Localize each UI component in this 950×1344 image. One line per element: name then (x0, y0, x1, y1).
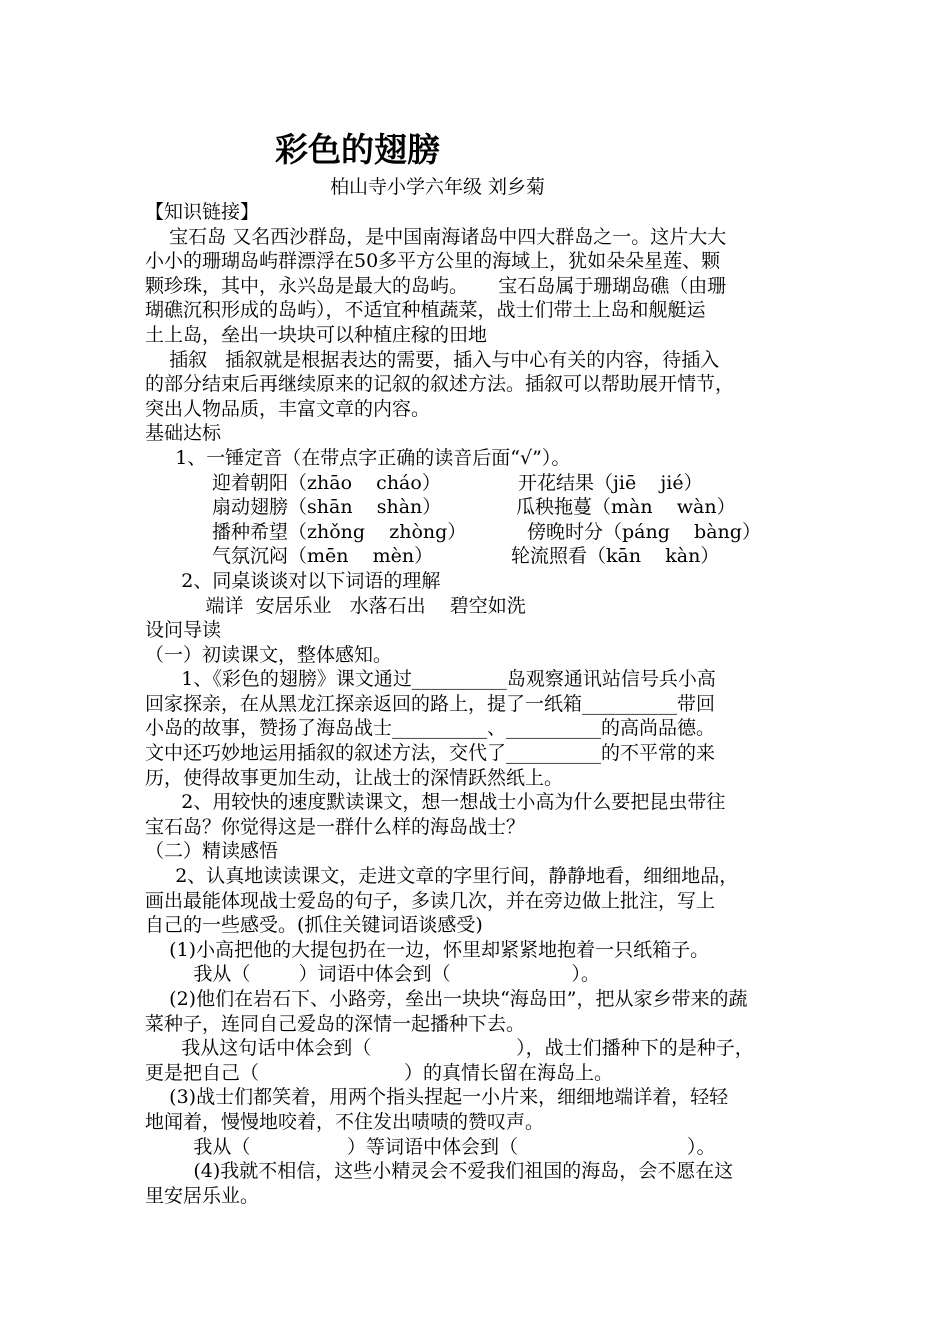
body-line: 2、认真地读读课文，走进文章的字里行间，静静地看，细细地品， (145, 865, 739, 888)
body-line: 插叙 插叙就是根据表达的需要，插入与中心有关的内容，待插入 (145, 348, 720, 371)
body-line: 突出人物品质，丰富文章的内容。 (145, 397, 431, 420)
pinyin-row (145, 495, 810, 520)
body-line: 的部分结束后再继续原来的记叙的叙述方法。插叙可以帮助展开情节， (145, 373, 735, 396)
quote-line: (4)我就不相信，这些小精灵会不爱我们祖国的海岛，会不愿在这 (145, 1160, 734, 1183)
body-line: 瑚礁沉积形成的岛屿），不适宜种植蔬菜，战士们带土上岛和舰艇运 (145, 299, 706, 322)
section-heading-basics: 基础达标 (145, 422, 222, 445)
document-title: 彩色的翅膀 (275, 130, 440, 169)
fill-in-line: 回家探亲，在从黑龙江探亲返回的路上，提了一纸箱__________带回 (145, 692, 716, 715)
quote-line: 里安居乐业。 (145, 1184, 260, 1207)
subsection-heading: （二）精读感悟 (145, 840, 279, 863)
pinyin-item: 气氛沉闷（mēn mèn） (212, 545, 434, 568)
body-line: 小小的珊瑚岛屿群漂浮在50多平方公里的海域上，犹如朵朵星莲、颗 (145, 250, 721, 273)
vocabulary-list: 端详 安居乐业 水落石出 碧空如洗 (145, 594, 526, 617)
pinyin-item: 播种希望（zhǒng zhòng） (212, 520, 467, 543)
body-line: 画出最能体现战士爱岛的句子，多读几次，并在旁边做上批注，写上 (145, 889, 716, 912)
section-heading-knowledge: 【知识链接】 (145, 201, 260, 223)
body-line: 宝石岛 又名西沙群岛，是中国南海诸岛中四大群岛之一。这片大大 (145, 225, 727, 248)
pinyin-item: 轮流照看（kān kàn） (511, 545, 720, 568)
section-heading-guide: 设问导读 (145, 619, 222, 642)
pinyin-item: 瓜秧拖蔓（màn wàn） (516, 496, 736, 519)
pinyin-row (145, 471, 810, 496)
fill-in-line: 更是把自己（ ）的真情长留在海岛上。 (145, 1061, 613, 1084)
pinyin-row (145, 544, 810, 569)
body-line: 颗珍珠，其中，永兴岛是最大的岛屿。 宝石岛属于珊瑚岛礁（由珊 (145, 274, 727, 297)
pinyin-item: 傍晚时分（páng bàng） (527, 520, 761, 543)
fill-in-line: 小岛的故事，赞扬了海岛战士__________、__________的高尚品德。 (145, 717, 716, 740)
quote-line: (3)战士们都笑着，用两个指头捏起一小片来，细细地端详着，轻轻 (145, 1086, 729, 1109)
quote-line: 地闻着，慢慢地咬着，不住发出啧啧的赞叹声。 (145, 1110, 545, 1133)
question-line: 2、用较快的速度默读课文，想一想战士小高为什么要把昆虫带往 (145, 791, 726, 814)
fill-in-line: 我从这句话中体会到（ ），战士们播种下的是种子， (145, 1037, 754, 1060)
subsection-heading: （一）初读课文，整体感知。 (145, 643, 393, 666)
pinyin-row (145, 520, 810, 545)
fill-in-line: 我从（ ）词语中体会到（ ）。 (145, 963, 600, 986)
quote-line: (2)他们在岩石下、小路旁，垒出一块块“海岛田”，把从家乡带来的蔬 (145, 988, 748, 1010)
exercise-1-prompt: 1、一锤定音（在带点字正确的读音后面“√”）。 (145, 446, 571, 469)
question-line: 宝石岛？你觉得这是一群什么样的海岛战士？ (145, 815, 526, 838)
pinyin-item: 开花结果（jiē jié） (518, 471, 703, 494)
quote-line: (1)小高把他的大提包扔在一边，怀里却紧紧地抱着一只纸箱子。 (145, 938, 710, 961)
document-body (145, 200, 810, 1208)
fill-in-line: 文中还巧妙地运用插叙的叙述方法，交代了__________的不平常的来 (145, 742, 716, 765)
quote-line: 菜种子，连同自己爱岛的深情一起播种下去。 (145, 1012, 526, 1035)
fill-in-line: 我从（ ）等词语中体会到（ ）。 (145, 1135, 716, 1158)
pinyin-item: 迎着朝阳（zhāo cháo） (212, 471, 441, 494)
body-line: 历，使得故事更加生动，让战士的深情跃然纸上。 (145, 766, 564, 789)
pinyin-item: 扇动翅膀（shān shàn） (212, 496, 442, 519)
body-line: 土上岛，垒出一块块可以种植庄稼的田地 (145, 323, 488, 346)
fill-in-line: 1、《彩色的翅膀》课文通过__________岛观察通讯站信号兵小高 (145, 668, 716, 691)
author-line: 柏山寺小学六年级 刘乡菊 (330, 176, 546, 198)
exercise-2-prompt: 2、同桌谈谈对以下词语的理解 (145, 569, 441, 592)
body-line: 自己的一些感受。(抓住关键词语谈感受) (145, 914, 483, 937)
